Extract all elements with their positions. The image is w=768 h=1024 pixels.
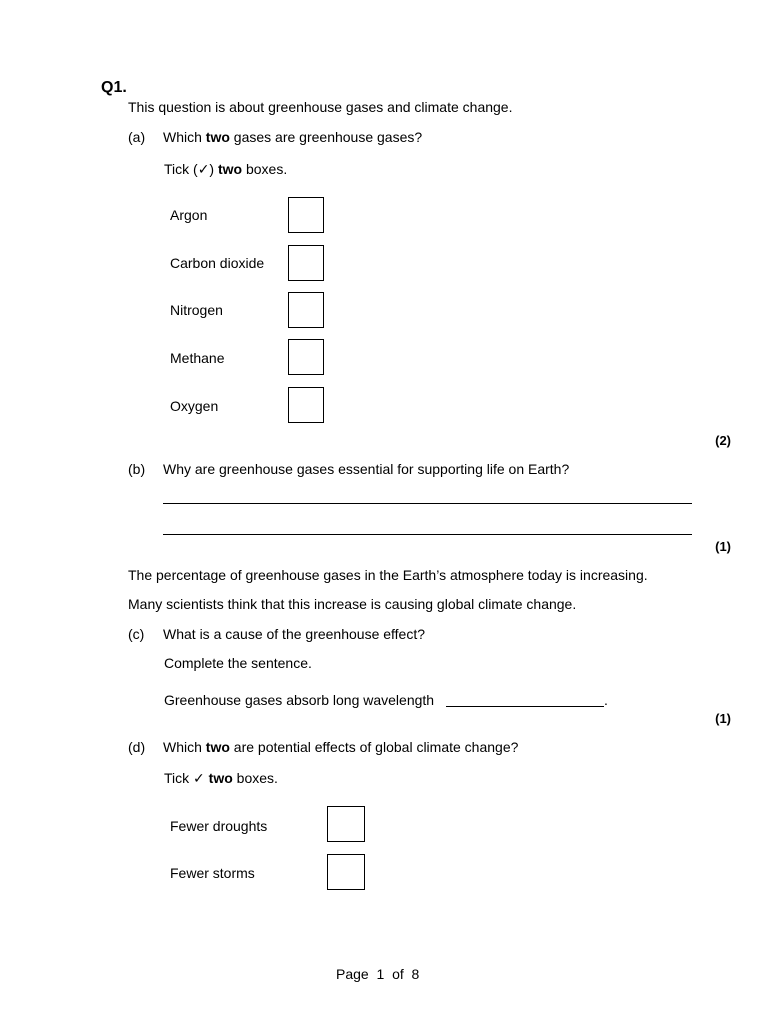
context-text: The percentage of greenhouse gases in the Earth’s atmosphere today is increasing. — [128, 567, 648, 583]
option-label: Oxygen — [170, 398, 219, 414]
sentence-end: . — [604, 692, 608, 708]
part-c-question: What is a cause of the greenhouse effect? — [163, 626, 426, 642]
part-c-sentence: Greenhouse gases absorb long wavelength — [164, 692, 435, 708]
tick-box-fewer-droughts[interactable] — [327, 806, 365, 842]
option-label: Argon — [170, 207, 208, 223]
option-label: Carbon dioxide — [170, 255, 265, 271]
question-intro: This question is about greenhouse gases and climate change. — [128, 99, 513, 115]
marks-part-c: (1) — [715, 711, 731, 726]
answer-line[interactable] — [163, 534, 692, 535]
answer-line[interactable] — [163, 503, 692, 504]
tick-box-argon[interactable] — [288, 197, 324, 233]
tick-box-methane[interactable] — [288, 339, 324, 375]
question-number: Q1. — [101, 79, 127, 96]
part-d-label: (d) — [128, 739, 146, 755]
page-footer: Page 1 of 8 — [336, 966, 420, 982]
part-c-instruction: Complete the sentence. — [164, 655, 312, 671]
tick-box-fewer-storms[interactable] — [327, 854, 365, 890]
fill-in-blank-line[interactable] — [446, 706, 604, 707]
part-a-instruction: Tick (✓) two boxes. — [164, 161, 288, 177]
tick-box-oxygen[interactable] — [288, 387, 324, 423]
context-text: Many scientists think that this increase is causing global climate change. — [128, 596, 577, 612]
option-label: Nitrogen — [170, 302, 223, 318]
marks-part-b: (1) — [715, 539, 731, 554]
part-b-question: Why are greenhouse gases essential for supporting life on Earth? — [163, 461, 570, 477]
marks-part-a: (2) — [715, 433, 731, 448]
part-a-question: Which two gases are greenhouse gases? — [163, 129, 423, 145]
part-d-instruction: Tick ✓ two boxes. — [164, 770, 278, 786]
part-b-label: (b) — [128, 461, 146, 477]
option-label: Fewer droughts — [170, 818, 268, 834]
part-d-question: Which two are potential effects of global climate change? — [163, 739, 519, 755]
tick-box-nitrogen[interactable] — [288, 292, 324, 328]
tick-box-carbon-dioxide[interactable] — [288, 245, 324, 281]
option-label: Methane — [170, 350, 225, 366]
option-label: Fewer storms — [170, 865, 255, 881]
part-a-label: (a) — [128, 129, 146, 145]
part-c-label: (c) — [128, 626, 145, 642]
